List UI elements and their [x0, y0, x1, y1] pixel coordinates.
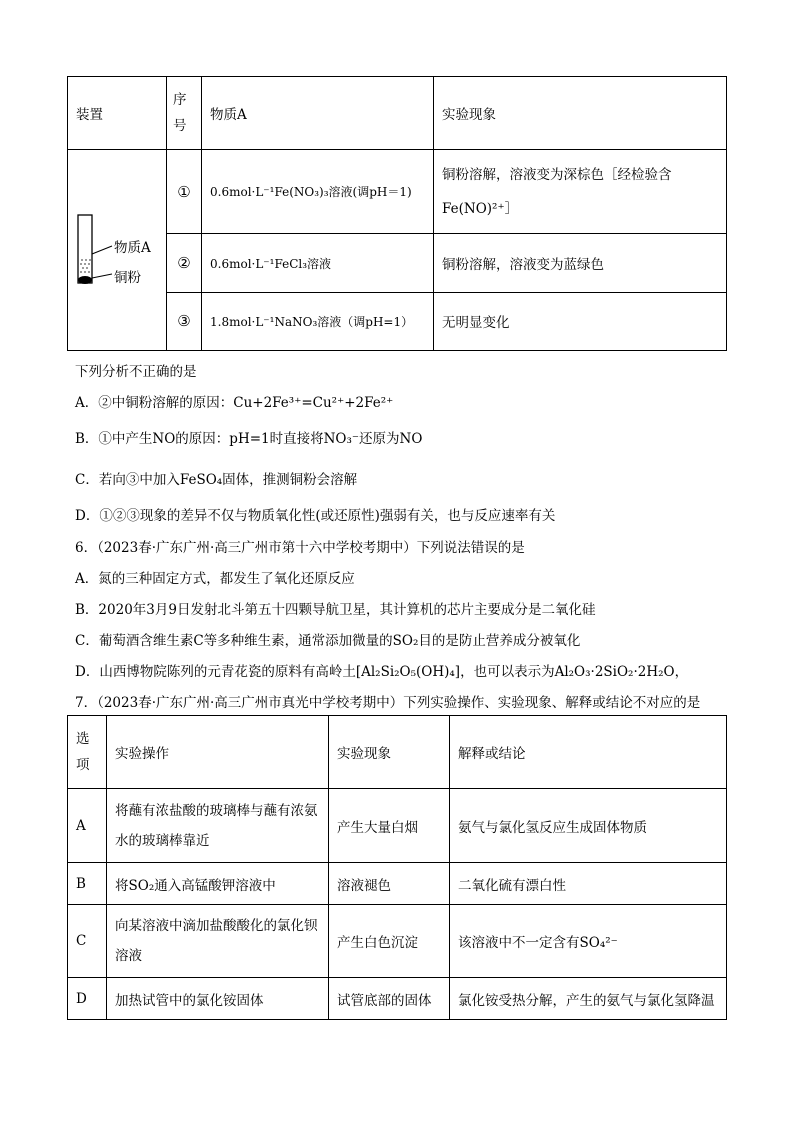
- q6-option-a: A．氮的三种固定方式，都发生了氧化还原反应: [75, 571, 355, 587]
- phenomenon-cell: 产生白色沉淀: [329, 905, 450, 978]
- header-substance: 物质A: [202, 77, 434, 150]
- substance-cell: 0.6mol·L⁻¹Fe(NO₃)₃溶液(调pH＝1): [202, 150, 434, 234]
- phenomenon-cell: 铜粉溶解，溶液变为蓝绿色: [434, 234, 727, 292]
- conclusion-cell: 该溶液中不一定含有SO₄²⁻: [450, 905, 727, 978]
- substance-cell: 1.8mol·L⁻¹NaNO₃溶液（调pH=1）: [202, 292, 434, 350]
- header-apparatus: 装置: [68, 77, 167, 150]
- header-phenomenon: 实验现象: [329, 716, 450, 789]
- header-conclusion: 解释或结论: [450, 716, 727, 789]
- header-operation: 实验操作: [107, 716, 329, 789]
- row-number: ③: [167, 292, 202, 350]
- operation-cell: 将SO₂通入高锰酸钾溶液中: [107, 863, 329, 905]
- q5-option-c: C．若向③中加入FeSO₄固体，推测铜粉会溶解: [75, 472, 358, 488]
- experiment-table: [67, 76, 727, 351]
- phenomenon-cell: 试管底部的固体: [329, 978, 450, 1020]
- q6-option-c: C．葡萄酒含维生素C等多种维生素，通常添加微量的SO₂目的是防止营养成分被氧化: [75, 633, 581, 649]
- operation-cell: 加热试管中的氯化铵固体: [107, 978, 329, 1020]
- phenomenon-cell: 铜粉溶解，溶液变为深棕色［经检验含Fe(NO)²⁺］: [434, 150, 727, 234]
- q7-stem: 7．（2023春·广东广州·高三广州市真光中学校考期中）下列实验操作、实验现象、解释或结论不对应的是: [75, 695, 701, 711]
- option-label: B: [68, 863, 107, 905]
- substance-cell: 0.6mol·L⁻¹FeCl₃溶液: [202, 234, 434, 292]
- operation-cell: 向某溶液中滴加盐酸酸化的氯化钡溶液: [107, 905, 329, 978]
- option-label: A: [68, 789, 107, 863]
- row-number: ②: [167, 234, 202, 292]
- q5-option-a: A．②中铜粉溶解的原因：Cu+2Fe³⁺=Cu²⁺+2Fe²⁺: [75, 395, 394, 411]
- header-option: 选 项: [68, 716, 107, 789]
- conclusion-cell: 二氧化硫有漂白性: [450, 863, 727, 905]
- q5-option-b: B．①中产生NO的原因：pH=1时直接将NO₃⁻还原为NO: [75, 431, 423, 447]
- option-label: C: [68, 905, 107, 978]
- conclusion-cell: 氨气与氯化氢反应生成固体物质: [450, 789, 727, 863]
- apparatus-cell: [68, 150, 167, 351]
- q6-option-b: B．2020年3月9日发射北斗第五十四颗导航卫星，其计算机的芯片主要成分是二氧化硅: [75, 602, 596, 618]
- q6-option-d: D．山西博物院陈列的元青花瓷的原料有高岭土[Al₂Si₂O₅(OH)₄]，也可以表示为Al₂O₃·2SiO₂·2H₂O，: [75, 664, 689, 680]
- header-number: 序 号: [167, 77, 202, 150]
- option-label: D: [68, 978, 107, 1020]
- conclusion-cell: 氯化铵受热分解，产生的氨气与氯化氢降温: [450, 978, 727, 1020]
- label-substance-a: 物质A: [114, 240, 151, 256]
- q5-option-d: D．①②③现象的差异不仅与物质氧化性(或还原性)强弱有关，也与反应速率有关: [75, 508, 556, 524]
- operation-cell: 将蘸有浓盐酸的玻璃棒与蘸有浓氨水的玻璃棒靠近: [107, 789, 329, 863]
- header-phenomenon: 实验现象: [434, 77, 727, 150]
- row-number: ①: [167, 150, 202, 234]
- q5-stem: 下列分析不正确的是: [75, 364, 197, 380]
- label-copper-powder: 铜粉: [114, 270, 141, 286]
- q7-table: [67, 715, 727, 1020]
- q6-stem: 6．（2023春·广东广州·高三广州市第十六中学校考期中）下列说法错误的是: [75, 540, 525, 556]
- phenomenon-cell: 产生大量白烟: [329, 789, 450, 863]
- phenomenon-cell: 溶液褪色: [329, 863, 450, 905]
- phenomenon-cell: 无明显变化: [434, 292, 727, 350]
